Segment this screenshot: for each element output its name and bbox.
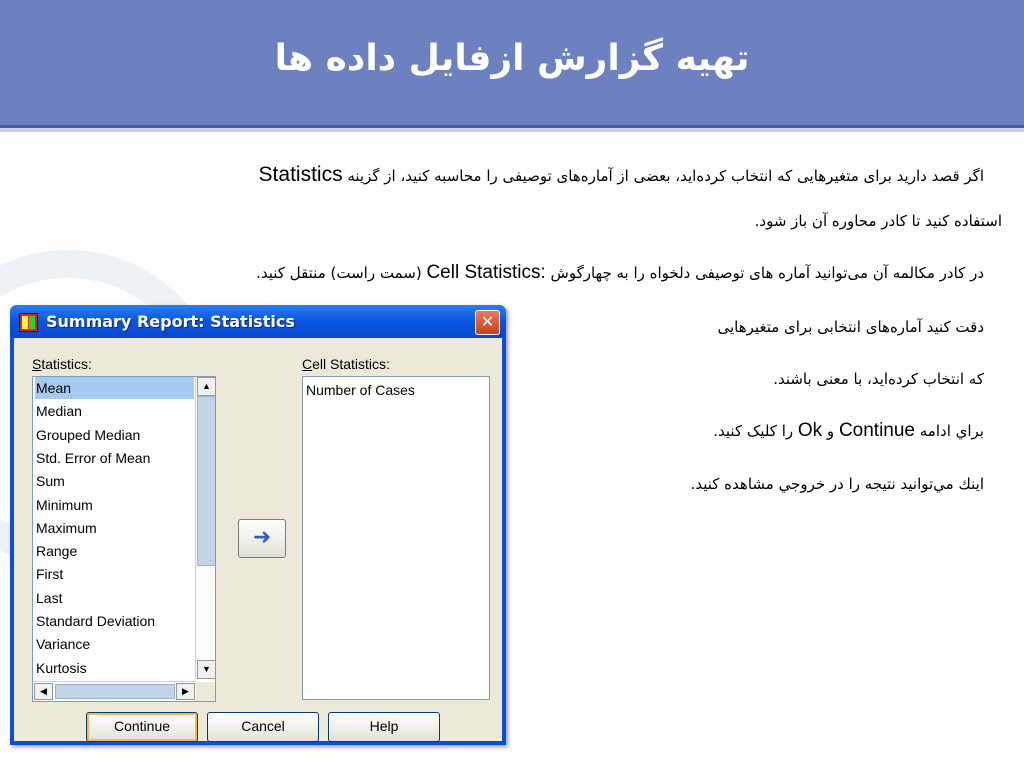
paragraph-3-tail: (سمت راست) منتقل کنید. — [256, 264, 427, 282]
dialog-body — [14, 338, 502, 741]
statistics-list-item[interactable]: Standard Deviation — [36, 613, 156, 629]
statistics-list-item[interactable]: First — [36, 566, 64, 583]
paragraph-6-term-ok: Ok — [797, 420, 823, 441]
statistics-list-item[interactable]: Variance — [36, 636, 91, 653]
statistics-label-mnemonic: S — [32, 356, 42, 372]
slide-title: تهیه گزارش ازفایل داده ها — [274, 38, 750, 79]
paragraph-2: استفاده کنید تا کادر محاوره آن باز شود. — [754, 212, 1002, 230]
paragraph-6-tail: را کلیک کنید. — [713, 422, 798, 440]
cell-statistics-listbox[interactable] — [302, 376, 490, 700]
statistics-list-item[interactable]: Mean — [35, 377, 194, 399]
paragraph-7: اينك مي‌توانيد نتيجه را در خروجي مشاهده كنيد. — [690, 475, 984, 493]
close-icon[interactable]: ✕ — [475, 310, 500, 335]
statistics-vertical-scrollbar[interactable] — [195, 377, 215, 679]
statistics-list-item[interactable]: Last — [36, 589, 63, 606]
scroll-right-icon[interactable]: ▶ — [176, 683, 195, 700]
statistics-listbox[interactable] — [32, 376, 216, 702]
paragraph-1 — [259, 163, 984, 187]
paragraph-3 — [256, 262, 984, 284]
spss-app-icon — [19, 313, 38, 332]
paragraph-4: دقت کنید آماره‌های انتخابی برای متغیرهایی — [717, 318, 984, 336]
move-to-cell-statistics-button[interactable]: ➜ — [238, 519, 286, 558]
help-button[interactable]: Help — [328, 712, 440, 742]
statistics-list-item[interactable]: Maximum — [36, 519, 97, 536]
paragraph-1-text: اگر قصد دارید برای متغیرهایی که انتخاب کرده‌اید، بعضی از آماره‌های توصیفی را محاسبه کنید، از گزینه — [342, 167, 984, 185]
scroll-left-icon[interactable]: ◀ — [34, 683, 53, 700]
statistics-list-item[interactable]: Std. Error of Mean — [36, 449, 151, 466]
statistics-list-item[interactable]: Minimum — [36, 496, 93, 513]
dialog-title-bar[interactable] — [10, 305, 506, 338]
cell-statistics-label-text: ell Statistics: — [312, 356, 390, 372]
paragraph-5: که انتخاب کرده‌اید، با معنی باشند. — [773, 370, 984, 388]
statistics-label — [32, 356, 92, 372]
statistics-list-item[interactable]: Median — [36, 403, 82, 420]
statistics-list-item[interactable]: Grouped Median — [36, 426, 141, 443]
statistics-list-item[interactable]: Sum — [36, 473, 65, 490]
scroll-down-icon[interactable]: ▼ — [197, 660, 216, 679]
cell-statistics-label — [302, 356, 390, 372]
paragraph-1-term: Statistics — [258, 163, 343, 186]
summary-report-dialog — [10, 305, 506, 745]
paragraph-6-text: براي ادامه — [915, 422, 984, 440]
paragraph-6-and: و — [822, 422, 839, 440]
dialog-title: Summary Report: Statistics — [46, 312, 295, 331]
scrollbar-corner — [196, 682, 215, 701]
statistics-list-item[interactable]: Range — [36, 543, 78, 560]
statistics-list-item[interactable]: Kurtosis — [36, 659, 87, 676]
scrollbar-thumb[interactable] — [197, 396, 216, 566]
paragraph-3-term: Cell Statistics: — [426, 262, 546, 283]
paragraph-3-text: در کادر مکالمه آن می‌توانید آماره های توصیفی دلخواه را به چهارگوش — [545, 264, 984, 282]
paragraph-6 — [713, 420, 984, 442]
cell-statistics-list-item[interactable]: Number of Cases — [306, 382, 415, 398]
title-underline — [0, 128, 1024, 132]
paragraph-6-term-continue: Continue — [838, 420, 915, 441]
cancel-button[interactable]: Cancel — [207, 712, 319, 742]
continue-button[interactable]: Continue — [86, 712, 198, 742]
scroll-up-icon[interactable]: ▲ — [197, 377, 216, 396]
statistics-label-text: tatistics: — [41, 356, 92, 372]
cell-statistics-label-mnemonic: C — [302, 356, 313, 372]
statistics-horizontal-scrollbar[interactable] — [33, 681, 196, 701]
horizontal-scrollbar-thumb[interactable] — [55, 684, 175, 699]
